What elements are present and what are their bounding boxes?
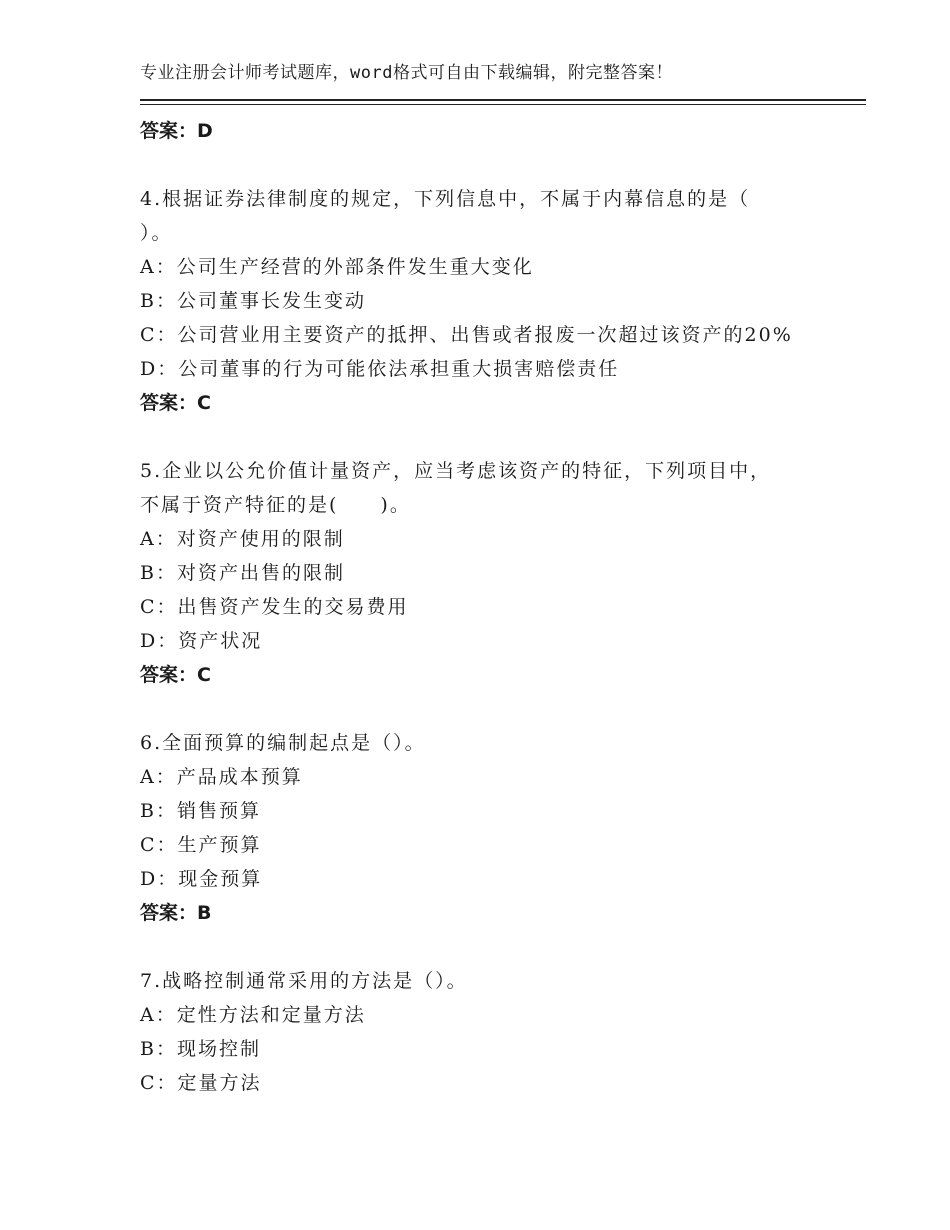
option-text: B：现场控制 [140,1038,261,1060]
option-text: A：公司生产经营的外部条件发生重大变化 [140,256,534,278]
option-text: C：定量方法 [140,1072,262,1094]
spacer [140,930,866,964]
option-text: B：公司董事长发生变动 [140,290,366,312]
spacer [140,420,866,454]
option-text: D：现金预算 [140,868,263,890]
question-text: 5.企业以公允价值计量资产，应当考虑该资产的特征，下列项目中， [140,460,772,482]
question-text: 7.战略控制通常采用的方法是（）。 [140,970,468,992]
answer-line: 答案：C [140,664,211,686]
option-text: B：对资产出售的限制 [140,562,345,584]
answer-line: 答案：B [140,902,212,924]
option-text: A：对资产使用的限制 [140,528,345,550]
spacer [140,148,866,182]
header-rule-thin [140,104,866,105]
option-text: C：生产预算 [140,834,262,856]
option-text: B：销售预算 [140,800,261,822]
option-text: A：定性方法和定量方法 [140,1004,366,1026]
question-text: 4.根据证券法律制度的规定，下列信息中，不属于内幕信息的是（ [140,188,751,210]
page-header: 专业注册会计师考试题库，word格式可自由下载编辑，附完整答案！ [140,63,673,83]
option-text: A：产品成本预算 [140,766,303,788]
option-text: C：出售资产发生的交易费用 [140,596,409,618]
question-text: ）。 [140,222,173,244]
answer-line: 答案：D [140,120,213,142]
option-text: D：资产状况 [140,630,263,652]
question-text: 6.全面预算的编制起点是（）。 [140,732,426,754]
answer-line: 答案：C [140,392,211,414]
question-list [140,114,866,1100]
spacer [140,692,866,726]
option-text: D：公司董事的行为可能依法承担重大损害赔偿责任 [140,358,620,380]
question-text: 不属于资产特征的是( )。 [140,494,411,516]
option-text: C：公司营业用主要资产的抵押、出售或者报废一次超过该资产的20% [140,324,793,346]
header-rule-thick [140,99,866,101]
